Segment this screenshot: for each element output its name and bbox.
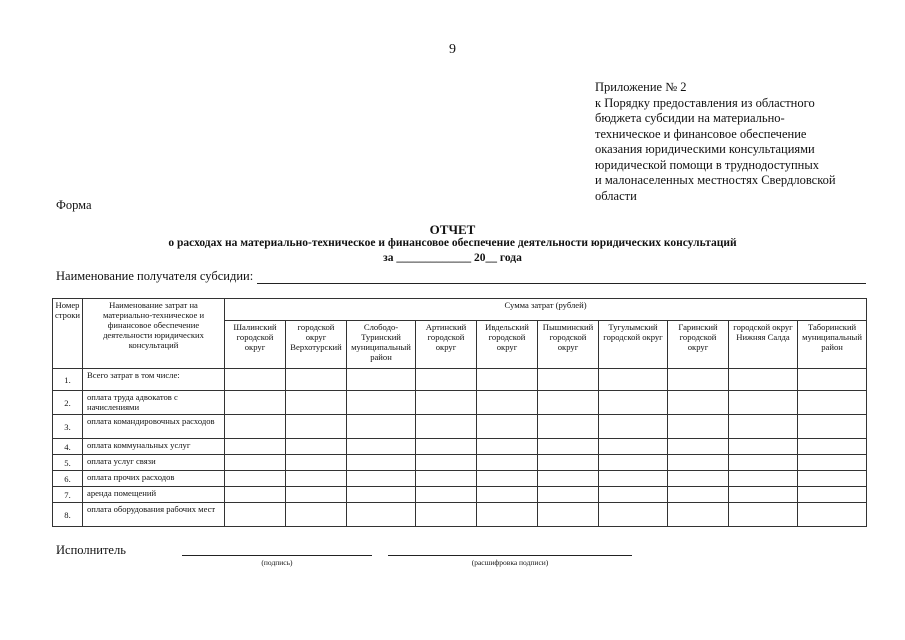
amount-cell[interactable] xyxy=(286,487,347,503)
amount-cell[interactable] xyxy=(416,391,477,415)
appendix-note xyxy=(595,80,895,204)
amount-cell[interactable] xyxy=(416,415,477,439)
amount-cell[interactable] xyxy=(416,369,477,391)
amount-cell[interactable] xyxy=(599,455,668,471)
header-municipality: Тугулымский городской округ xyxy=(599,321,668,369)
amount-cell[interactable] xyxy=(286,455,347,471)
row-number: 1. xyxy=(53,369,83,391)
table-row xyxy=(53,503,867,527)
table-row xyxy=(53,439,867,455)
amount-cell[interactable] xyxy=(729,503,798,527)
amount-cell[interactable] xyxy=(729,391,798,415)
amount-cell[interactable] xyxy=(729,487,798,503)
decode-caption: (расшифровка подписи) xyxy=(471,558,549,567)
amount-cell[interactable] xyxy=(729,471,798,487)
amount-cell[interactable] xyxy=(347,369,416,391)
header-municipality: городской округ Верхотурский xyxy=(286,321,347,369)
row-number: 3. xyxy=(53,415,83,439)
amount-cell[interactable] xyxy=(347,415,416,439)
amount-cell[interactable] xyxy=(729,439,798,455)
amount-cell[interactable] xyxy=(798,471,867,487)
amount-cell[interactable] xyxy=(538,415,599,439)
recipient-row xyxy=(56,268,866,284)
table-row xyxy=(53,487,867,503)
amount-cell[interactable] xyxy=(668,503,729,527)
header-municipality: Артинский городской округ xyxy=(416,321,477,369)
amount-cell[interactable] xyxy=(347,391,416,415)
appendix-line: техническое и финансовое обеспечение xyxy=(595,126,807,141)
amount-cell[interactable] xyxy=(286,503,347,527)
amount-cell[interactable] xyxy=(668,487,729,503)
amount-cell[interactable] xyxy=(798,487,867,503)
amount-cell[interactable] xyxy=(347,439,416,455)
amount-cell[interactable] xyxy=(225,455,286,471)
amount-cell[interactable] xyxy=(225,503,286,527)
amount-cell[interactable] xyxy=(225,391,286,415)
amount-cell[interactable] xyxy=(286,439,347,455)
amount-cell[interactable] xyxy=(225,439,286,455)
amount-cell[interactable] xyxy=(729,455,798,471)
header-municipality: Ивдельский городской округ xyxy=(477,321,538,369)
header-municipality: Гаринский городской округ xyxy=(668,321,729,369)
amount-cell[interactable] xyxy=(599,503,668,527)
header-municipality: Таборинский муниципальный район xyxy=(798,321,867,369)
amount-cell[interactable] xyxy=(798,369,867,391)
row-number: 7. xyxy=(53,487,83,503)
amount-cell[interactable] xyxy=(347,487,416,503)
signature-caption: (подпись) xyxy=(261,558,293,567)
amount-cell[interactable] xyxy=(286,369,347,391)
appendix-line: юридической помощи в труднодоступных xyxy=(595,157,819,172)
amount-cell[interactable] xyxy=(599,415,668,439)
cost-name: Всего затрат в том числе: xyxy=(83,369,225,391)
amount-cell[interactable] xyxy=(538,503,599,527)
report-title: ОТЧЕТ xyxy=(429,222,476,237)
recipient-label: Наименование получателя субсидии: xyxy=(56,269,254,283)
amount-cell[interactable] xyxy=(798,503,867,527)
cost-name: оплата прочих расходов xyxy=(83,471,225,487)
table-row xyxy=(53,455,867,471)
amount-cell[interactable] xyxy=(347,503,416,527)
amount-cell[interactable] xyxy=(416,455,477,471)
table-row xyxy=(53,369,867,391)
amount-cell[interactable] xyxy=(798,439,867,455)
amount-cell[interactable] xyxy=(225,415,286,439)
amount-cell[interactable] xyxy=(538,487,599,503)
header-municipality: городской округ Нижняя Салда xyxy=(729,321,798,369)
amount-cell[interactable] xyxy=(538,369,599,391)
amount-cell[interactable] xyxy=(668,391,729,415)
table-row xyxy=(53,471,867,487)
amount-cell[interactable] xyxy=(668,455,729,471)
amount-cell[interactable] xyxy=(599,471,668,487)
amount-cell[interactable] xyxy=(477,439,538,455)
cost-name: оплата оборудования рабочих мест xyxy=(83,503,225,527)
amount-cell[interactable] xyxy=(599,439,668,455)
amount-cell[interactable] xyxy=(538,439,599,455)
row-number: 5. xyxy=(53,455,83,471)
amount-cell[interactable] xyxy=(668,369,729,391)
row-number: 2. xyxy=(53,391,83,415)
row-number: 6. xyxy=(53,471,83,487)
page-number: 9 xyxy=(449,42,456,57)
amount-cell[interactable] xyxy=(347,471,416,487)
amount-cell[interactable] xyxy=(538,455,599,471)
cost-name: оплата труда адвокатов с начислениями xyxy=(83,391,225,415)
report-subtitle: о расходах на материально-техническое и финансовое обеспечение деятельности юридических консультаций xyxy=(168,237,737,249)
amount-cell[interactable] xyxy=(798,391,867,415)
table-row xyxy=(53,415,867,439)
amount-cell[interactable] xyxy=(599,487,668,503)
signature-line[interactable] xyxy=(182,555,372,556)
amount-cell[interactable] xyxy=(225,487,286,503)
cost-name: оплата командировочных расходов xyxy=(83,415,225,439)
appendix-line: бюджета субсидии на материально- xyxy=(595,111,785,125)
amount-cell[interactable] xyxy=(668,439,729,455)
header-municipality: Шалинский городской округ xyxy=(225,321,286,369)
cost-name: оплата услуг связи xyxy=(83,455,225,471)
amount-cell[interactable] xyxy=(286,415,347,439)
appendix-line: Приложение № 2 xyxy=(595,80,687,94)
amount-cell[interactable] xyxy=(477,391,538,415)
row-number: 8. xyxy=(53,503,83,527)
amount-cell[interactable] xyxy=(538,391,599,415)
amount-cell[interactable] xyxy=(477,503,538,527)
amount-cell[interactable] xyxy=(416,503,477,527)
amount-cell[interactable] xyxy=(668,415,729,439)
appendix-line: оказания юридическими консультациями xyxy=(595,142,815,156)
amount-cell[interactable] xyxy=(729,415,798,439)
amount-cell[interactable] xyxy=(729,369,798,391)
amount-cell[interactable] xyxy=(599,369,668,391)
signature-decode-line[interactable] xyxy=(388,555,632,556)
amount-cell[interactable] xyxy=(477,455,538,471)
amount-cell[interactable] xyxy=(668,471,729,487)
amount-cell[interactable] xyxy=(798,415,867,439)
amount-cell[interactable] xyxy=(416,487,477,503)
amount-cell[interactable] xyxy=(416,471,477,487)
amount-cell[interactable] xyxy=(477,471,538,487)
amount-cell[interactable] xyxy=(798,455,867,471)
header-sum: Сумма затрат (рублей) xyxy=(225,299,867,321)
amount-cell[interactable] xyxy=(599,391,668,415)
appendix-line: к Порядку предоставления из областного xyxy=(595,95,815,110)
amount-cell[interactable] xyxy=(416,439,477,455)
appendix-line: и малонаселенных местностях Свердловской xyxy=(595,173,836,187)
report-period: за _____________ 20__ года xyxy=(383,252,522,264)
cost-name: аренда помещений xyxy=(83,487,225,503)
header-cost-name: Наименование затрат на материально-техническое и финансовое обеспечение деятельности юридических консультаций xyxy=(83,299,225,369)
appendix-line: области xyxy=(595,188,637,203)
amount-cell[interactable] xyxy=(538,471,599,487)
amount-cell[interactable] xyxy=(477,369,538,391)
amount-cell[interactable] xyxy=(225,369,286,391)
header-municipality: Пышминский городской округ xyxy=(538,321,599,369)
expense-report-table xyxy=(52,298,867,527)
amount-cell[interactable] xyxy=(347,455,416,471)
amount-cell[interactable] xyxy=(477,415,538,439)
amount-cell[interactable] xyxy=(477,487,538,503)
row-number: 4. xyxy=(53,439,83,455)
cost-name: оплата коммунальных услуг xyxy=(83,439,225,455)
table-row xyxy=(53,391,867,415)
form-label: Форма xyxy=(56,198,92,212)
amount-cell[interactable] xyxy=(286,471,347,487)
recipient-input-line[interactable] xyxy=(257,271,866,284)
amount-cell[interactable] xyxy=(286,391,347,415)
header-municipality: Слободо-Туринский муниципальный район xyxy=(347,321,416,369)
header-row-number: Номер строки xyxy=(53,299,83,369)
executor-label: Исполнитель xyxy=(56,543,126,557)
amount-cell[interactable] xyxy=(225,471,286,487)
